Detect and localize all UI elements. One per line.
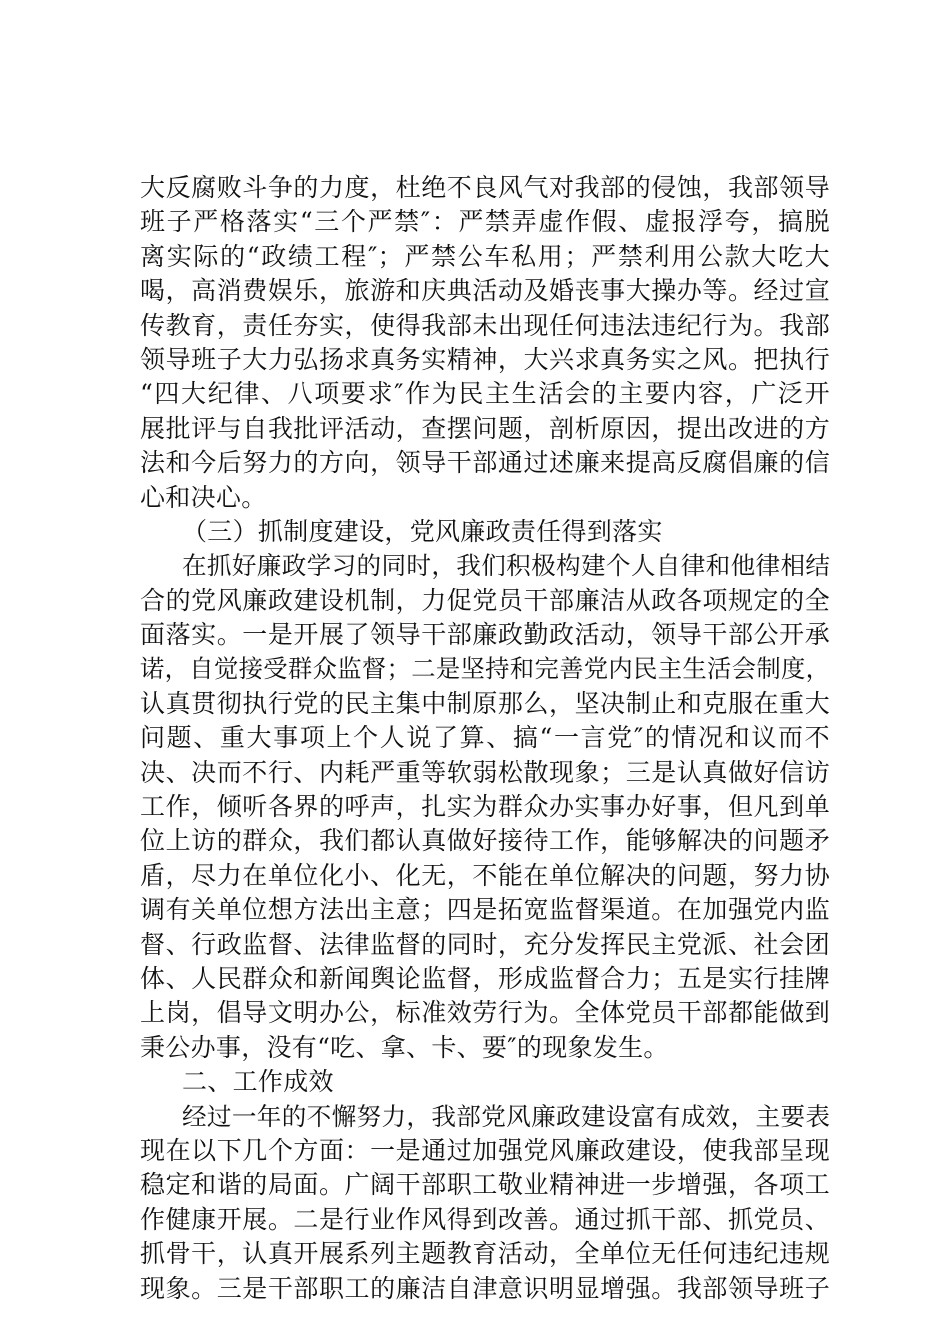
text-line: 传教育，责任夯实，使得我部未出现任何违法违纪行为。我部 <box>140 310 830 340</box>
text-line: 抓骨干，认真开展系列主题教育活动，全单位无任何违纪违规 <box>140 1239 830 1269</box>
text-line: 认真贯彻执行党的民主集中制原那么，坚决制止和克服在重大 <box>140 688 830 718</box>
text-line: 现象。三是干部职工的廉洁自津意识明显增强。我部领导班子 <box>140 1273 830 1303</box>
text-line: 合的党风廉政建设机制，力促党员干部廉洁从政各项规定的全 <box>140 585 830 615</box>
text-line: 工作，倾听各界的呼声，扎实为群众办实事办好事，但凡到单 <box>140 792 830 822</box>
text-line: 二、工作成效 <box>182 1067 334 1097</box>
text-line: 喝，高消费娱乐，旅游和庆典活动及婚丧事大操办等。经过宣 <box>140 276 830 306</box>
text-line: 盾，尽力在单位化小、化无，不能在单位解决的问题，努力协 <box>140 860 830 890</box>
text-line: 离实际的“政绩工程″；严禁公车私用；严禁利用公款大吃大 <box>140 241 830 271</box>
text-line: 位上访的群众，我们都认真做好接待工作，能够解决的问题矛 <box>140 826 830 856</box>
text-line: 调有关单位想方法出主意；四是拓宽监督渠道。在加强党内监 <box>140 895 830 925</box>
text-line: 面落实。一是开展了领导干部廉政勤政活动，领导干部公开承 <box>140 620 830 650</box>
body-text <box>140 171 830 1306</box>
text-line: （三）抓制度建设，党风廉政责任得到落实 <box>182 516 663 546</box>
text-line: 经过一年的不懈努力，我部党风廉政建设富有成效，主要表 <box>182 1101 830 1131</box>
text-line: 现在以下几个方面：一是通过加强党风廉政建设，使我部呈现 <box>140 1135 830 1165</box>
text-line: 在抓好廉政学习的同时，我们积极构建个人自律和他律相结 <box>182 551 830 581</box>
text-line: 问题、重大事项上个人说了算、搞“一言党″的情况和议而不 <box>140 723 830 753</box>
text-line: 诺，自觉接受群众监督；二是坚持和完善党内民主生活会制度， <box>140 654 830 684</box>
text-line: 体、人民群众和新闻舆论监督，形成监督合力；五是实行挂牌 <box>140 963 830 993</box>
text-line: 上岗，倡导文明办公，标准效劳行为。全体党员干部都能做到 <box>140 998 830 1028</box>
text-line: 稳定和谐的局面。广阔干部职工敬业精神进一步增强，各项工 <box>140 1170 830 1200</box>
text-line: 作健康开展。二是行业作风得到改善。通过抓干部、抓党员、 <box>140 1204 830 1234</box>
text-line: 法和今后努力的方向，领导干部通过述廉来提高反腐倡廉的信 <box>140 448 830 478</box>
text-line: 决、决而不行、内耗严重等软弱松散现象；三是认真做好信访 <box>140 757 830 787</box>
text-line: “四大纪律、八项要求″作为民主生活会的主要内容，广泛开 <box>140 379 830 409</box>
text-line: 展批评与自我批评活动，查摆问题，剖析原因，提出改进的方 <box>140 413 830 443</box>
text-line: 督、行政监督、法律监督的同时，充分发挥民主党派、社会团 <box>140 929 830 959</box>
text-line: 班子严格落实“三个严禁″：严禁弄虚作假、虚报浮夸，搞脱 <box>140 207 830 237</box>
text-line: 心和决心。 <box>140 482 267 512</box>
text-line: 领导班子大力弘扬求真务实精神，大兴求真务实之风。把执行 <box>140 344 830 374</box>
text-line: 秉公办事，没有“吃、拿、卡、要″的现象发生。 <box>140 1032 669 1062</box>
text-line: 大反腐败斗争的力度，杜绝不良风气对我部的侵蚀，我部领导 <box>140 173 830 202</box>
